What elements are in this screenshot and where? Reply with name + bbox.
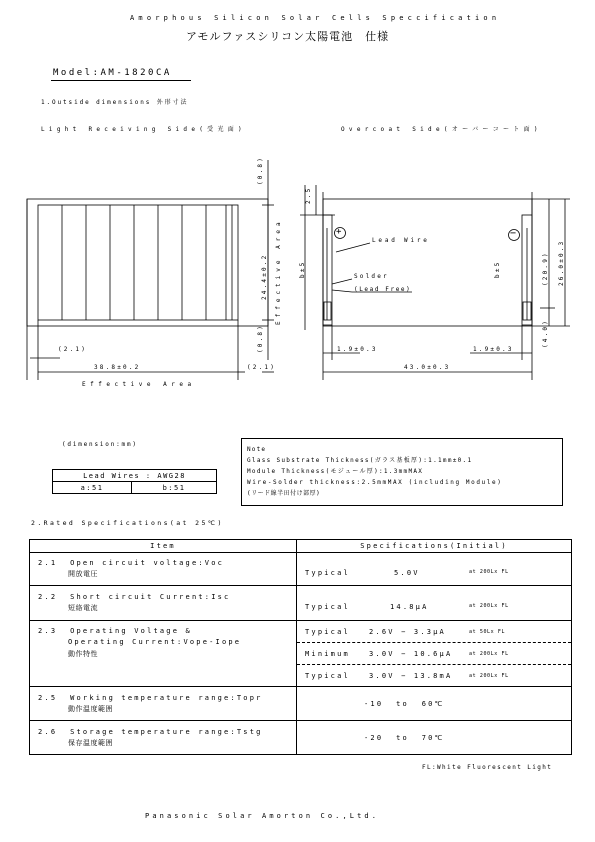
dimension-unit: (dimension:mm) [62,441,138,448]
note-title: Note [247,446,267,453]
dim-2-1-left: (2.1) [58,346,88,353]
note-line-3: Wire-Solder thickness:2.5mmMAX (including Module) [247,479,503,486]
row-item-jp: 動作特性 [68,650,98,658]
dim-24-4: 24.4±0.2 [261,253,268,300]
spec-row [30,687,572,721]
spec-row [30,553,572,586]
spec-condition: Typical [305,569,350,577]
company-footer: Panasonic Solar Amorton Co.,Ltd. [145,812,380,820]
row-item-en: Open circuit voltage:Voc [70,559,225,567]
dim-43-0: 43.0±0.3 [404,364,451,371]
col-spec-header: Specifications(Initial) [297,540,572,553]
row-item-en: Working temperature range:Topr [70,693,263,702]
row-number: 2.1 [38,559,58,567]
dim-b5-left: b±5 [299,260,306,278]
spec-range: -20 to 70℃ [297,721,572,755]
plus-terminal-icon: + [336,227,342,237]
row-item-en: Operating Voltage & [70,627,192,635]
dim-1-9-right: 1.9±0.3 [473,346,514,353]
note-line-4: (リード線半田付け部厚) [247,490,321,497]
spec-lux: at 50Lx FL [469,629,506,635]
spec-condition: Typical [305,628,350,636]
lead-wire-a: a:51 [53,482,132,494]
row-number: 2.2 [38,593,58,601]
spec-lux: at 200Lx FL [469,673,509,679]
dim-20-9: (20.9) [542,251,549,286]
spec-condition: Minimum [305,650,350,658]
minus-terminal-icon: − [510,228,517,239]
spec-value: 3.0V − 13.8mA [369,672,453,680]
spec-lux: at 200Lx FL [469,651,509,657]
effective-area-horizontal: Effective Area [82,381,196,388]
dim-0-8-bottom: (0.8) [257,323,264,353]
overcoat-side-label: Overcoat Side(オーバーコート面) [341,126,542,133]
row-item-en-2: Operating Current:Vope-Iope [68,638,242,646]
document-title: Amorphous Silicon Solar Cells Speccification [130,14,501,22]
row-item-en: Storage temperature range:Tstg [70,727,263,736]
spec-row [30,586,572,621]
spec-row [30,621,572,687]
note-line-1: Glass Substrate Thickness(ガラス基板厚):1.1mm±0.1 [247,457,473,464]
row-item-en: Short circuit Current:Isc [70,593,231,601]
spec-lux: at 200Lx FL [469,603,509,609]
dim-b5-right: b±5 [494,260,501,278]
spec-value: 3.0V − 10.6μA [369,650,453,658]
dim-2-1-right: (2.1) [247,364,277,371]
section1-heading: 1.Outside dimensions 外形寸法 [41,99,189,106]
row-item-jp: 開放電圧 [68,570,98,578]
note-box [241,438,563,506]
solder-label: Solder [354,273,389,280]
rated-specifications-table [29,539,572,755]
dim-38-8: 38.8±0.2 [94,364,141,371]
lead-wire-label: Lead Wire [372,237,430,244]
note-line-2: Module Thickness(モジュール厚):1.3mmMAX [247,468,424,475]
row-number: 2.3 [38,627,58,635]
spec-value: 2.6V − 3.3μA [369,628,446,636]
row-number: 2.6 [38,727,58,736]
lead-wire-b: b:51 [132,482,217,494]
light-receiving-side-label: Light Receiving Side(受光面) [41,126,246,133]
dim-1-9-left: 1.9±0.3 [337,346,378,353]
spec-condition: Typical [305,603,350,611]
cell-strips [62,205,232,320]
spec-value: 5.0V [394,569,420,577]
dim-0-8-top: (0.8) [257,155,264,185]
spec-value: 14.8μA [390,603,429,611]
dim-2-5: 2.5 [305,186,312,204]
lead-wires-label: Lead Wires : AWG28 [53,470,217,482]
col-item-header: Item [30,540,297,553]
effective-area-vertical: Effective Area [275,218,282,325]
footnote-fl: FL:White Fluorescent Light [422,764,553,771]
spec-condition: Typical [305,672,350,680]
dim-4-0: (4.0) [542,318,549,348]
lead-wires-table [52,469,217,494]
lead-free-label: (Lead Free) [354,286,412,293]
model-number: Model:AM-1820CA [53,68,172,78]
row-item-jp: 短絡電流 [68,604,98,612]
dim-26-0: 26.0±0.3 [558,239,565,286]
spec-range: -10 to 60℃ [297,687,572,721]
spec-lux: at 200Lx FL [469,569,509,575]
row-number: 2.5 [38,693,58,702]
row-item-jp: 保存温度範囲 [68,738,113,747]
document-title-jp: アモルファスシリコン太陽電池 仕様 [186,30,390,43]
section2-heading: 2.Rated Specifications(at 25℃) [31,519,224,527]
spec-row [30,721,572,755]
row-item-jp: 動作温度範囲 [68,704,113,713]
